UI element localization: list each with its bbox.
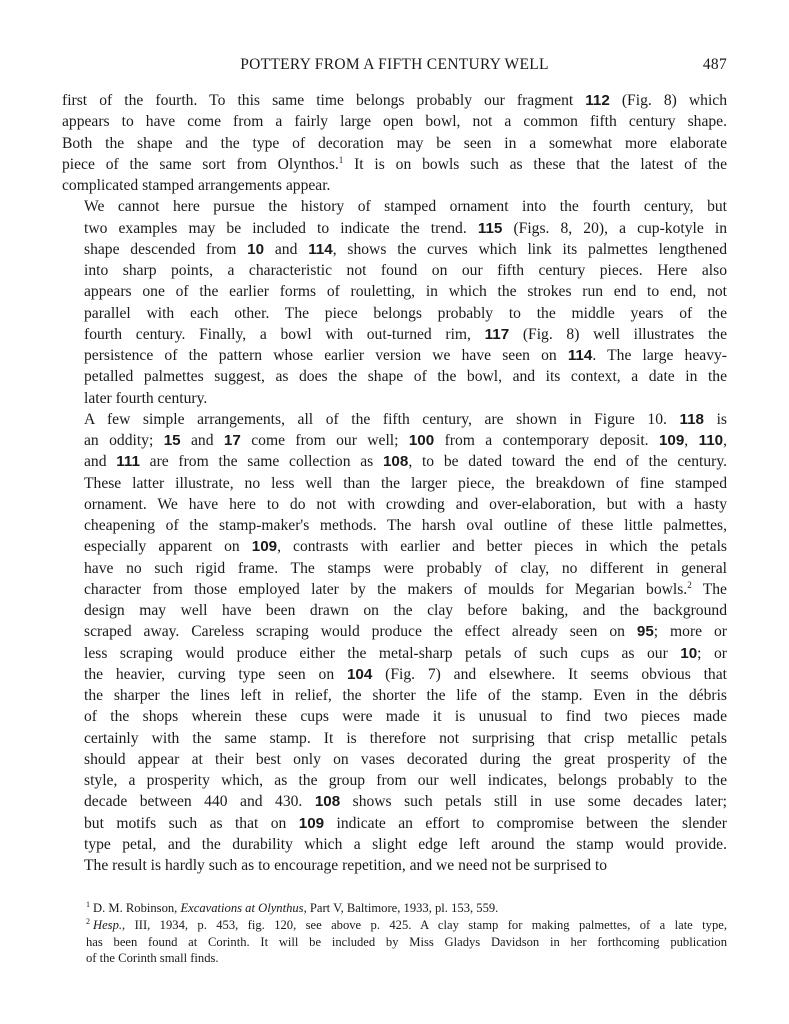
text-line: later fourth century. — [84, 389, 208, 407]
catalogue-number: 109 — [658, 432, 685, 449]
text-line: cheapening of the stamp-maker's methods. The harsh oval outline of these little palmettes, — [84, 517, 727, 534]
catalogue-number: 10 — [680, 644, 698, 662]
catalogue-number: 114 — [308, 240, 333, 258]
text-line: appears to have come from a fairly large open bowl, not a common fifth century shape. — [62, 113, 727, 131]
paragraph — [62, 409, 727, 877]
paragraph — [62, 196, 727, 409]
text-line: the heavier, curving type seen on 104 (Fig. 7) and elsewhere. It seems obvious that — [84, 665, 727, 683]
text-line: piece of the same sort from Olynthos.$^1$ It is on bowls such as these that the latest of the — [62, 154, 727, 173]
text-line: two examples may be included to indicate the trend. 115 (Figs. 8, 20), a cup-kotyle in — [84, 219, 727, 237]
catalogue-number: 108 — [314, 793, 341, 811]
footnote — [62, 900, 727, 917]
text-line: These latter illustrate, no less well than the larger piece, the breakdown of fine stamped — [84, 474, 727, 492]
text-line: fourth century. Finally, a bowl with out-turned rim, 117 (Fig. 8) well illustrates the — [84, 325, 727, 343]
catalogue-number: 15 — [163, 432, 181, 449]
text-line: design may well have been drawn on the clay before baking, and the background — [84, 602, 727, 619]
text-line: but motifs such as that on 109 indicate an effort to compromise between the slender — [84, 814, 727, 832]
text-line: first of the fourth. To this same time belongs probably our fragment 112 (Fig. 8) which — [62, 92, 727, 109]
text-line: complicated stamped arrangements appear. — [62, 177, 331, 194]
text-line: Both the shape and the type of decoration may be seen in a somewhat more elaborate — [62, 134, 727, 152]
catalogue-number: 114 — [567, 347, 593, 364]
footnote-marker: 2 — [86, 916, 90, 926]
catalogue-number: 111 — [116, 453, 140, 471]
catalogue-number: 17 — [223, 432, 241, 449]
text-line: persistence of the pattern whose earlier version we have seen on 114. The large heavy- — [84, 347, 727, 364]
text-line: style, a prosperity which, as the group from our well indicates, belongs probably to the — [84, 772, 727, 789]
italic-title: Excavations at Olynthus — [180, 901, 304, 915]
text-line: appears one of the earlier forms of rouletting, in which the strokes run end to end, not — [84, 283, 727, 301]
text-line: less scraping would produce either the metal-sharp petals of such cups as our 10; or — [84, 644, 727, 662]
body-text — [62, 90, 727, 876]
text-line: should appear at their best only on vases decorated during the great prosperity of the — [84, 750, 727, 768]
catalogue-number: 104 — [346, 665, 373, 683]
footnote-reference: 2 — [687, 579, 692, 590]
text-line: A few simple arrangements, all of the fifth century, are shown in Figure 10. 118 is — [84, 410, 727, 428]
text-line: character from those employed later by the makers of moulds for Megarian bowls.$^2$ The — [84, 579, 727, 598]
catalogue-number: 100 — [408, 432, 435, 449]
footnote — [62, 917, 727, 967]
text-line: shape descended from 10 and 114, shows the curves which link its palmettes lengthened — [84, 240, 727, 258]
footnote-line: $^1$ D. M. Robinson, Excavations at Olynthus, Part V, Baltimore, 1933, pl. 153, 559. — [86, 900, 499, 915]
footnote-reference: 1 — [338, 154, 344, 165]
text-line: certainly with the same stamp. It is therefore not surprising that crisp metallic petals — [84, 729, 727, 747]
text-line: ornament. We have here to do not with crowding and over-elaboration, but with a hasty — [84, 495, 727, 513]
page-number: 487 — [702, 56, 727, 73]
text-line: of the shops wherein these cups were made it is unusual to find two pieces made — [84, 708, 727, 726]
running-title: POTTERY FROM A FIFTH CENTURY WELL — [240, 56, 549, 73]
footnotes — [62, 900, 727, 967]
text-line: We cannot here pursue the history of stamped ornament into the fourth century, but — [84, 198, 727, 216]
text-line: the sharper the lines left in relief, the shorter the life of the stamp. Even in the débris — [84, 687, 727, 704]
text-line: and 111 are from the same collection as 108, to be dated toward the end of the century. — [84, 453, 727, 471]
paragraph — [62, 90, 727, 196]
catalogue-number: 10 — [247, 240, 265, 258]
text-line: decade between 440 and 430. 108 shows such petals still in use some decades later; — [84, 793, 727, 811]
catalogue-number: 112 — [585, 92, 610, 109]
text-line: especially apparent on 109, contrasts with earlier and better pieces in which the petals — [84, 538, 727, 556]
text-line: type petal, and the durability which a slight edge left around the stamp would provide. — [84, 835, 727, 853]
text-line: The result is hardly such as to encourage repetition, and we need not be surprised to — [84, 857, 608, 874]
text-line: petalled palmettes suggest, as does the shape of the bowl, and its context, a date in the — [84, 368, 727, 386]
footnote-line: has been found at Corinth. It will be included by Miss Gladys Davidson in her forthcoming publication — [86, 934, 727, 949]
text-line: into sharp points, a characteristic not found on our fifth century pieces. Here also — [84, 262, 727, 279]
footnote-line: $^2$ Hesp., III, 1934, p. 453, fig. 120, see above p. 425. A clay stamp for making palmettes, of a late type, — [86, 916, 727, 932]
footnote-marker: 1 — [86, 900, 90, 909]
catalogue-number: 118 — [679, 410, 704, 428]
text-line: parallel with each other. The piece belongs probably to the middle years of the — [84, 304, 727, 322]
catalogue-number: 117 — [484, 325, 510, 343]
catalogue-number: 95 — [636, 623, 654, 641]
catalogue-number: 115 — [477, 219, 503, 237]
catalogue-number: 109 — [251, 538, 278, 556]
catalogue-number: 108 — [382, 453, 409, 471]
italic-title: Hesp. — [93, 917, 123, 932]
catalogue-number: 110 — [698, 432, 724, 449]
footnote-line: of the Corinth small finds. — [86, 951, 219, 966]
text-line: an oddity; 15 and 17 come from our well; 100 from a contemporary deposit. 109, 110, — [84, 432, 727, 449]
catalogue-number: 109 — [298, 814, 325, 832]
text-line: scraped away. Careless scraping would produce the effect already seen on 95; more or — [84, 623, 727, 641]
text-line: have no such rigid frame. The stamps were probably of clay, no different in general — [84, 559, 727, 577]
